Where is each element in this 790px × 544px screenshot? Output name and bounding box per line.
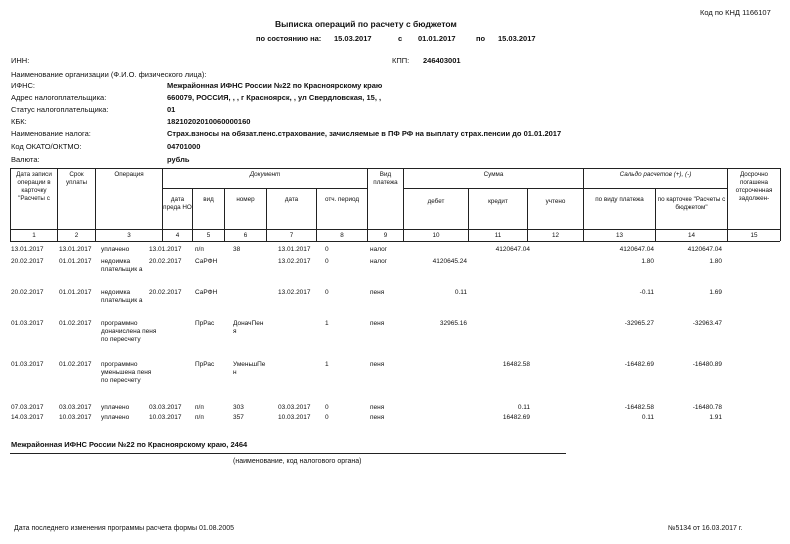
- col-number: 11: [494, 232, 502, 239]
- cell-period: 0: [325, 404, 329, 411]
- cell-s2: -32963.47: [692, 320, 722, 327]
- to-label: по: [476, 34, 486, 43]
- header-saldo-card: по карточке "Расчеты с бюджетом": [657, 196, 726, 211]
- cell-ddate: 13.01.2017: [278, 246, 311, 253]
- cell-term: 03.03.2017: [59, 404, 92, 411]
- cell-debit: 32965.16: [439, 320, 467, 327]
- cell-vid: ПрРас: [195, 361, 215, 368]
- cell-s1: -16482.58: [624, 404, 654, 411]
- cell-term: 01.01.2017: [59, 289, 92, 296]
- cell-ptype: пеня: [370, 361, 385, 368]
- header-doc-date2: дата: [284, 196, 299, 203]
- col-number: 9: [383, 232, 388, 239]
- state-date: 15.03.2017: [334, 34, 372, 43]
- header-saldo: Сальдо расчетов (+), (-): [619, 171, 692, 178]
- cell-term: 01.02.2017: [59, 361, 92, 368]
- col-number: 7: [289, 232, 294, 239]
- address-label: Адрес налогоплательщика:: [11, 93, 107, 102]
- cell-term: 01.02.2017: [59, 320, 92, 327]
- cell-vid: СаРФН: [195, 258, 218, 265]
- ifns-label: ИФНС:: [11, 81, 36, 90]
- cell-s2: 1.80: [709, 258, 722, 265]
- cell-s1: 1.80: [641, 258, 654, 265]
- cell-period: 1: [325, 361, 329, 368]
- cell-pdate: 03.03.2017: [149, 404, 182, 411]
- cell-credit: 4120647.04: [495, 246, 530, 253]
- cell-term: 01.01.2017: [59, 258, 92, 265]
- cell-s1: -0.11: [639, 289, 654, 296]
- cell-term: 10.03.2017: [59, 414, 92, 421]
- cell-ptype: пеня: [370, 414, 385, 421]
- header-doc-type: вид: [203, 196, 214, 203]
- cell-date: 20.02.2017: [11, 289, 44, 296]
- knd-code: Код по КНД 1166107: [700, 8, 771, 17]
- cell-num: УменьшПе н: [233, 361, 266, 376]
- col-number: 8: [340, 232, 344, 239]
- cell-op: программно уменьшена пеня по пересчету: [101, 361, 152, 384]
- to-date: 15.03.2017: [498, 34, 536, 43]
- col-number: 5: [206, 232, 211, 239]
- status-label: Статус налогоплательщика:: [11, 105, 109, 114]
- cell-vid: СаРФН: [195, 289, 218, 296]
- tax-label: Наименование налога:: [11, 129, 91, 138]
- footer-caption: (наименование, код налогового органа): [233, 458, 362, 465]
- kbk-label: КБК:: [11, 117, 27, 126]
- cell-ptype: пеня: [370, 404, 385, 411]
- cell-s2: 4120647.04: [687, 246, 722, 253]
- state-label: по состоянию на:: [256, 34, 322, 43]
- col-number: 4: [175, 232, 180, 239]
- cell-vid: ПрРас: [195, 320, 215, 327]
- cell-op: недоимка плательщик а: [101, 258, 143, 273]
- cell-ddate: 10.03.2017: [278, 414, 311, 421]
- header-credit: кредит: [488, 198, 508, 205]
- status-value: 01: [167, 105, 176, 114]
- cell-num: ДоначПен я: [233, 320, 264, 335]
- header-doc-number: номер: [236, 196, 255, 203]
- col-number: 3: [127, 232, 131, 239]
- kbk-value: 18210202010060000160: [167, 117, 251, 126]
- cell-term: 13.01.2017: [59, 246, 92, 253]
- inn-label: ИНН:: [11, 56, 30, 65]
- cell-date: 07.03.2017: [11, 404, 44, 411]
- from-date: 01.01.2017: [418, 34, 456, 43]
- cell-period: 0: [325, 258, 329, 265]
- cell-debit: 4120645.24: [432, 258, 467, 265]
- kpp-label: КПП:: [392, 56, 410, 65]
- col-number: 6: [243, 232, 248, 239]
- cell-date: 14.03.2017: [11, 414, 44, 421]
- cell-num: 303: [233, 404, 244, 411]
- cell-debit: 0.11: [454, 289, 467, 296]
- cell-ddate: 13.02.2017: [278, 289, 311, 296]
- cell-ptype: налог: [370, 246, 388, 253]
- cell-ddate: 03.03.2017: [278, 404, 311, 411]
- cell-date: 01.03.2017: [11, 320, 44, 327]
- cell-s1: -32965.27: [624, 320, 654, 327]
- tax-value: Страх.взносы на обязат.пенс.страхование, зачисляемые в ПФ РФ на выплату страх.пенсии до 01.01.2017: [167, 129, 562, 138]
- cell-period: 0: [325, 246, 329, 253]
- cell-credit: 16482.58: [502, 361, 530, 368]
- header-doc-period: отч. период: [325, 196, 359, 203]
- header-sum: Сумма: [483, 171, 504, 178]
- cell-op: программно доначислена пеня по пересчету: [101, 320, 157, 343]
- cell-period: 1: [325, 320, 329, 327]
- cell-pdate: 10.03.2017: [149, 414, 182, 421]
- col-number: 15: [750, 232, 758, 239]
- header-operation: Операция: [114, 171, 144, 178]
- cell-num: 357: [233, 414, 244, 421]
- cell-date: 20.02.2017: [11, 258, 44, 265]
- cell-vid: п/п: [195, 404, 204, 411]
- cell-s2: -16480.89: [692, 361, 722, 368]
- cell-vid: п/п: [195, 414, 204, 421]
- header-date: Дата записи операции в карточку "Расчеты с: [16, 171, 52, 202]
- col-number: 1: [32, 232, 36, 239]
- cell-pdate: 20.02.2017: [149, 258, 182, 265]
- header-counted: учтено: [545, 198, 566, 205]
- header-debit: дебет: [427, 198, 445, 205]
- address-value: 660079, РОССИЯ, , , г Красноярск, , ул Свердловская, 15, ,: [167, 93, 382, 102]
- cell-vid: п/п: [195, 246, 204, 253]
- col-number: 12: [551, 232, 559, 239]
- kpp-value: 246403001: [423, 56, 461, 65]
- footer-org: Межрайонная ИФНС России №22 по Красноярскому краю, 2464: [11, 440, 248, 449]
- cell-s1: 0.11: [641, 414, 654, 421]
- col-number: 10: [432, 232, 440, 239]
- cell-op: недоимка плательщик а: [101, 289, 143, 304]
- cell-date: 13.01.2017: [11, 246, 44, 253]
- header-deferred: Досрочно погашена отсроченная задолжен-: [735, 171, 773, 202]
- header-term: Срок уплаты: [65, 171, 87, 186]
- ifns-value: Межрайонная ИФНС России №22 по Красноярскому краю: [167, 81, 383, 90]
- cell-date: 01.03.2017: [11, 361, 44, 368]
- header-payment-type: Вид платежа: [373, 171, 398, 186]
- cell-credit: 16482.69: [502, 414, 530, 421]
- cell-s2: 1.91: [709, 414, 722, 421]
- cell-s2: -16480.78: [692, 404, 722, 411]
- cell-ptype: пеня: [370, 289, 385, 296]
- okato-label: Код ОКАТО/ОКТМО:: [11, 142, 82, 151]
- cell-period: 0: [325, 289, 329, 296]
- cell-s2: 1.69: [709, 289, 722, 296]
- okato-value: 04701000: [167, 142, 201, 151]
- currency-label: Валюта:: [11, 155, 40, 164]
- header-document: Документ: [249, 171, 281, 178]
- cell-op: уплачено: [101, 414, 130, 421]
- cell-credit: 0.11: [517, 404, 530, 411]
- cell-s1: 4120647.04: [619, 246, 654, 253]
- document-title: Выписка операций по расчету с бюджетом: [275, 19, 457, 29]
- col-number: 14: [687, 232, 695, 239]
- footer-program-date: Дата последнего изменения программы расчета формы 01.08.2005: [14, 525, 234, 532]
- cell-ptype: пеня: [370, 320, 385, 327]
- col-number: 2: [74, 232, 79, 239]
- cell-ptype: налог: [370, 258, 388, 265]
- header-doc-date: дата преда НО: [163, 196, 192, 211]
- cell-pdate: 20.02.2017: [149, 289, 182, 296]
- cell-period: 0: [325, 414, 329, 421]
- header-saldo-type: по виду платежа: [595, 196, 644, 203]
- currency-value: рубль: [167, 155, 190, 164]
- cell-pdate: 13.01.2017: [149, 246, 182, 253]
- cell-ddate: 13.02.2017: [278, 258, 311, 265]
- cell-num: 38: [233, 246, 241, 253]
- cell-op: уплачено: [101, 404, 130, 411]
- org-label: Наименование организации (Ф.И.О. физического лица):: [11, 70, 207, 79]
- cell-op: уплачено: [101, 246, 130, 253]
- col-number: 13: [615, 232, 623, 239]
- footer-number: №5134 от 16.03.2017 г.: [668, 525, 743, 532]
- from-label: с: [398, 34, 403, 43]
- cell-s1: -16482.69: [624, 361, 654, 368]
